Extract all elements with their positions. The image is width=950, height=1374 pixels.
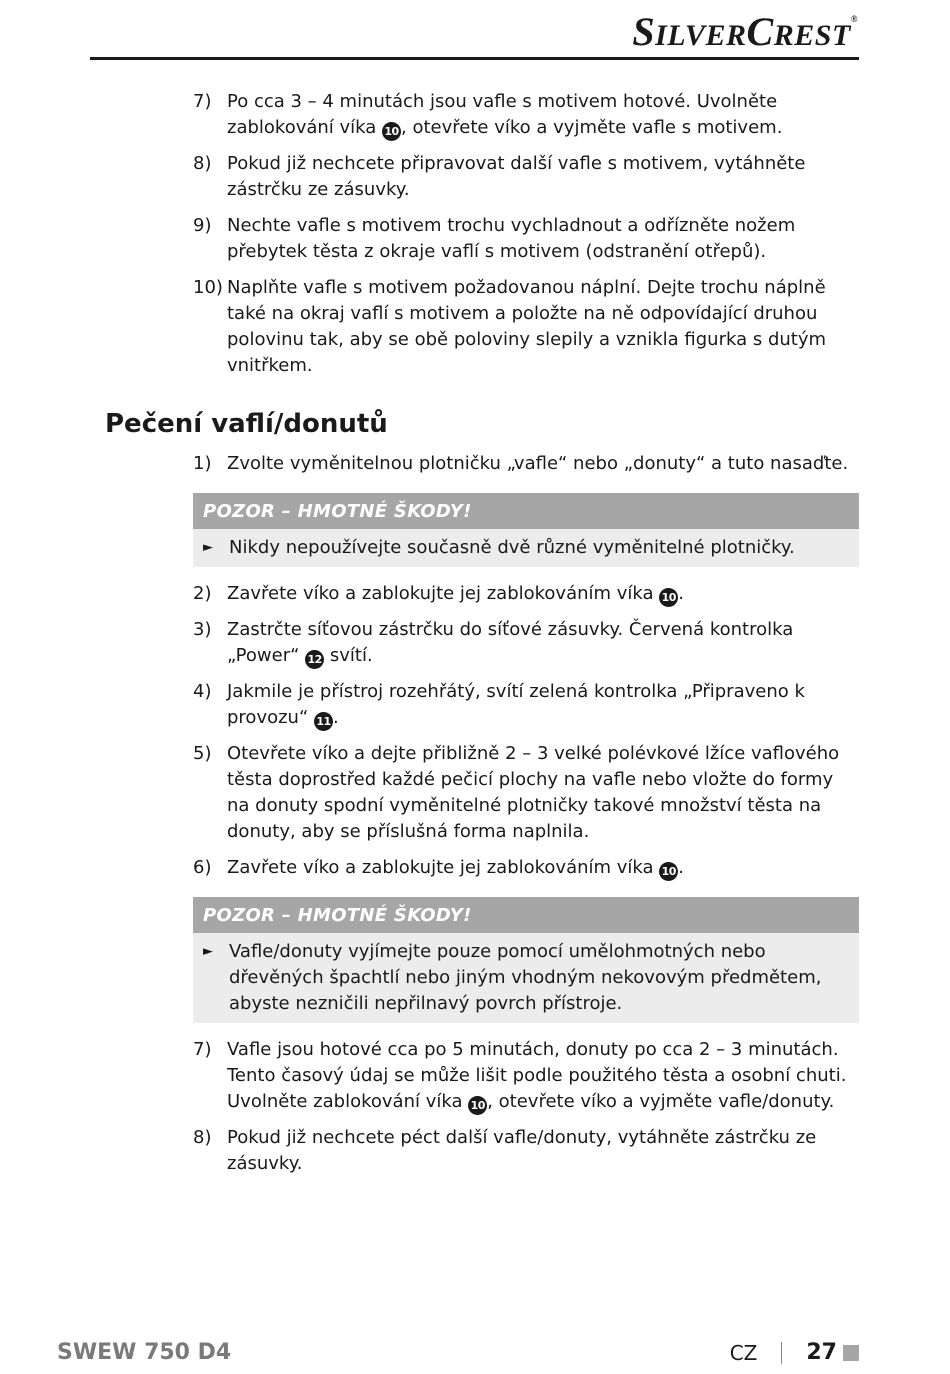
brand-logo: SILVERCREST® bbox=[632, 9, 858, 54]
item-text: Zvolte vyměnitelnou plotničku „vafle“ nebo „donuty“ a tuto nasaďte. bbox=[227, 453, 849, 474]
list-item bbox=[193, 617, 859, 669]
part-ref-badge: 10 bbox=[382, 122, 401, 141]
part-ref-badge: 10 bbox=[659, 862, 678, 881]
part-ref-badge: 11 bbox=[314, 712, 333, 731]
list-item bbox=[193, 451, 859, 477]
warning-text: Nikdy nepoužívejte současně dvě různé vyměnitelné plotničky. bbox=[229, 537, 795, 558]
list-item bbox=[193, 213, 859, 265]
warning-title: POZOR – HMOTNÉ ŠKODY! bbox=[193, 897, 859, 933]
item-number: 5) bbox=[193, 743, 212, 764]
item-number: 1) bbox=[193, 453, 212, 474]
page-content bbox=[105, 89, 859, 1187]
item-number: 10) bbox=[193, 277, 223, 298]
header-rule bbox=[90, 57, 859, 60]
square-marker-icon bbox=[843, 1345, 859, 1361]
list-item bbox=[193, 1037, 859, 1115]
arrow-right-icon: ► bbox=[203, 944, 213, 959]
item-number: 6) bbox=[193, 857, 212, 878]
footer-language: CZ bbox=[729, 1340, 758, 1365]
warning-box bbox=[193, 493, 859, 567]
warning-title: POZOR – HMOTNÉ ŠKODY! bbox=[193, 493, 859, 529]
item-number: 7) bbox=[193, 91, 212, 112]
arrow-right-icon: ► bbox=[203, 540, 213, 555]
list-item bbox=[193, 275, 859, 379]
list-item bbox=[193, 1125, 859, 1177]
part-ref-badge: 12 bbox=[305, 650, 324, 669]
warning-box bbox=[193, 897, 859, 1023]
list-item bbox=[193, 581, 859, 607]
item-number: 8) bbox=[193, 1127, 212, 1148]
item-text: Nechte vafle s motivem trochu vychladnout a odřízněte nožem přebytek těsta z okraje vaflí s motivem (odstranění otřepů). bbox=[227, 215, 796, 262]
footer-page-info bbox=[730, 1340, 859, 1365]
item-text: Pokud již nechcete připravovat další vafle s motivem, vytáhněte zástrčku ze zásuvky. bbox=[227, 153, 806, 200]
item-number: 8) bbox=[193, 153, 212, 174]
list-item bbox=[193, 679, 859, 731]
item-text: Naplňte vafle s motivem požadovanou náplní. Dejte trochu náplně také na okraj vaflí s motivem a položte na ně odpovídající druhou polovinu tak, aby se obě poloviny slepily a vznikla figurka s dutým vnitřkem. bbox=[227, 277, 827, 376]
warning-body bbox=[193, 529, 859, 567]
item-text: Pokud již nechcete péct další vafle/donuty, vytáhněte zástrčku ze zásuvky. bbox=[227, 1127, 817, 1174]
item-text: Zastrčte síťovou zástrčku do síťové zásuvky. Červená kontrolka „Power“ 12 svítí. bbox=[227, 617, 859, 669]
item-text: Vafle jsou hotové cca po 5 minutách, donuty po cca 2 – 3 minutách. Tento časový údaj se může lišit podle použitého těsta a osobní chuti. Uvolněte zablokování víka 10 , otevřete víko a vyjměte vafle/donuty. bbox=[227, 1037, 859, 1115]
part-ref-badge: 10 bbox=[468, 1096, 487, 1115]
item-text: Zavřete víko a zablokujte jej zablokováním víka 10 . bbox=[227, 855, 859, 881]
item-number: 4) bbox=[193, 681, 212, 702]
item-text: Zavřete víko a zablokujte jej zablokováním víka 10 . bbox=[227, 581, 859, 607]
list-item bbox=[193, 741, 859, 845]
item-text: Jakmile je přístroj rozehřátý, svítí zelená kontrolka „Připraveno k provozu“ 11 . bbox=[227, 679, 859, 731]
item-number: 7) bbox=[193, 1039, 212, 1060]
list-item bbox=[193, 151, 859, 203]
item-number: 3) bbox=[193, 619, 212, 640]
item-text: Po cca 3 – 4 minutách jsou vafle s motivem hotové. Uvolněte zablokování víka 10 , otevřete víko a vyjměte vafle s motivem. bbox=[227, 89, 859, 141]
item-number: 9) bbox=[193, 215, 212, 236]
warning-body bbox=[193, 933, 859, 1023]
footer-divider bbox=[781, 1342, 782, 1364]
footer-model: SWEW 750 D4 bbox=[57, 1340, 232, 1365]
section-heading: Pečení vaflí/donutů bbox=[105, 409, 388, 439]
list-item bbox=[193, 855, 859, 881]
item-number: 2) bbox=[193, 583, 212, 604]
page-number: 27 bbox=[806, 1340, 837, 1365]
part-ref-badge: 10 bbox=[659, 588, 678, 607]
item-text: Otevřete víko a dejte přibližně 2 – 3 velké polévkové lžíce vaflového těsta doprostřed každé pečicí plochy na vafle nebo vložte do formy na donuty spodní vyměnitelné plotničky takové množství těsta na donuty, aby se příslušná forma naplnila. bbox=[227, 743, 840, 842]
list-item bbox=[193, 89, 859, 141]
warning-text: Vafle/donuty vyjímejte pouze pomocí umělohmotných nebo dřevěných špachtlí nebo jiným vhodným nekovovým předmětem, abyste nezničili nepřilnavý povrch přístroje. bbox=[229, 941, 822, 1014]
